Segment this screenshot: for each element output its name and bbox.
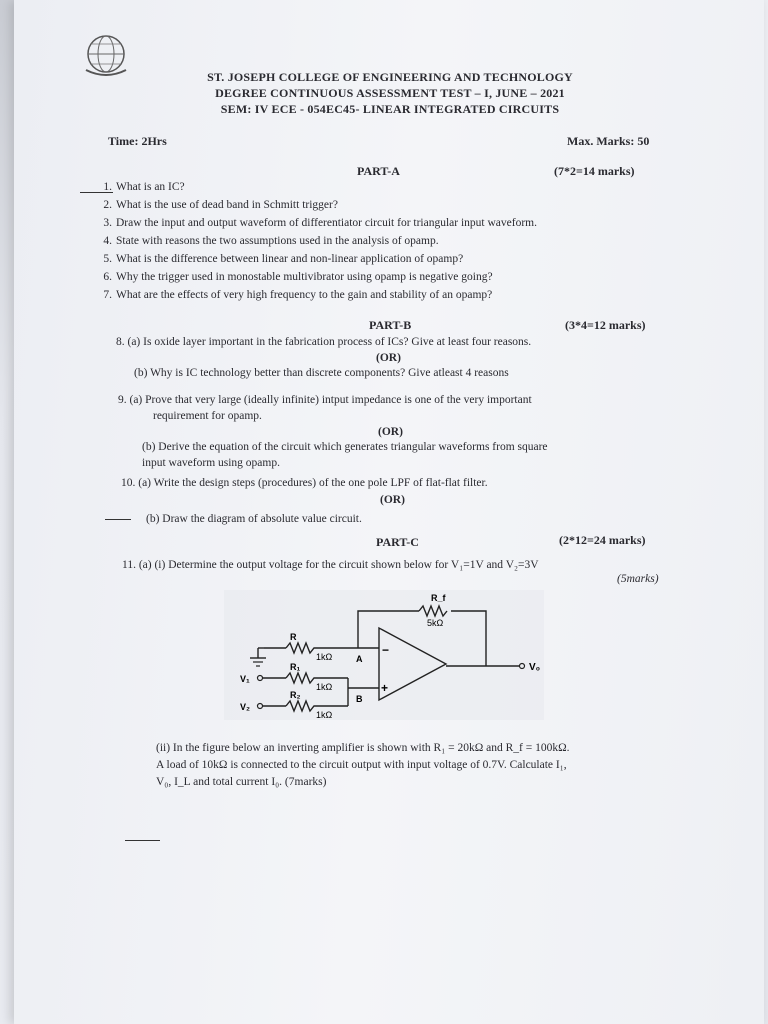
question: 1. What is an IC? <box>103 181 185 193</box>
node-a: A <box>356 654 363 664</box>
noninverting-sign: + <box>381 681 389 695</box>
q9a-cont: requirement for opamp. <box>153 410 262 422</box>
r1-value: 1kΩ <box>316 682 333 692</box>
part-b-marks: (3*4=12 marks) <box>565 318 646 332</box>
r2-label: R₂ <box>290 690 301 700</box>
q9b: (b) Derive the equation of the circuit which generates triangular waveforms from square <box>142 441 548 453</box>
question: 5. What is the difference between linear and non-linear application of opamp? <box>103 253 464 265</box>
pen-mark <box>105 519 131 520</box>
part-c-title: PART-C <box>376 535 419 549</box>
part-a-list <box>98 180 537 302</box>
q10a: 10. (a) Write the design steps (procedures) of the one pole LPF of flat-flat filter. <box>121 477 488 489</box>
rf-label: R_f <box>431 593 446 603</box>
part-b-title: PART-B <box>369 318 412 332</box>
question: 7. What are the effects of very high frequency to the gain and stability of an opamp? <box>103 289 493 301</box>
college-name: ST. JOSEPH COLLEGE OF ENGINEERING AND TECHNOLOGY <box>207 70 573 84</box>
part-a-title: PART-A <box>357 164 400 178</box>
vo-label: V₀ <box>529 662 541 673</box>
q11a: 11. (a) (i) Determine the output voltage for the circuit shown below for V₁=1V and V₂=3V <box>122 559 539 571</box>
q11b-cont: A load of 10kΩ is connected to the circuit output with input voltage of 0.7V. Calculate I₁, <box>156 759 567 771</box>
max-marks-label: Max. Marks: 50 <box>567 134 650 148</box>
node-b: B <box>356 694 363 704</box>
q8b: (b) Why is IC technology better than discrete components? Give atleast 4 reasons <box>134 367 509 379</box>
q9a: 9. (a) Prove that very large (ideally infinite) intput impedance is one of the very important <box>118 394 532 406</box>
part-c-marks: (2*12=24 marks) <box>559 533 646 547</box>
q11b-cont2: V₀, I_L and total current I₀. (7marks) <box>156 776 327 788</box>
inverting-sign: − <box>382 643 390 657</box>
or-label: (OR) <box>380 494 405 506</box>
r2-value: 1kΩ <box>316 710 333 720</box>
q11a-marks: (5marks) <box>617 573 659 585</box>
exam-paper <box>14 0 764 1024</box>
course-title: SEM: IV ECE - 054EC45- LINEAR INTEGRATED CIRCUITS <box>220 102 560 116</box>
or-label: (OR) <box>378 426 403 438</box>
q8a: 8. (a) Is oxide layer important in the fabrication process of ICs? Give at least four reasons. <box>116 336 532 348</box>
time-label: Time: 2Hrs <box>108 134 167 148</box>
question: 3. Draw the input and output waveform of differentiator circuit for triangular input waveform. <box>103 217 537 229</box>
question: 6. Why the trigger used in monostable multivibrator using opamp is negative going? <box>103 271 493 283</box>
v1-label: V₁ <box>240 674 250 684</box>
question: 2. What is the use of dead band in Schmitt trigger? <box>103 199 338 211</box>
test-title: DEGREE CONTINUOUS ASSESSMENT TEST – I, JUNE – 2021 <box>215 86 565 100</box>
q11b: (ii) In the figure below an inverting amplifier is shown with R₁ = 20kΩ and R_f = 100kΩ. <box>156 742 570 754</box>
r1-label: R₁ <box>290 662 301 672</box>
or-label: (OR) <box>376 352 401 364</box>
v2-label: V₂ <box>240 702 251 712</box>
pen-mark <box>125 840 160 841</box>
r-label: R <box>290 632 297 642</box>
question: 4. State with reasons the two assumptions used in the analysis of opamp. <box>103 235 439 247</box>
rf-value: 5kΩ <box>427 618 444 628</box>
summing-amplifier-circuit <box>224 590 544 720</box>
q9b-cont: input waveform using opamp. <box>142 457 280 469</box>
q10b: (b) Draw the diagram of absolute value circuit. <box>146 513 362 525</box>
r-value: 1kΩ <box>316 652 333 662</box>
part-a-marks: (7*2=14 marks) <box>554 164 635 178</box>
